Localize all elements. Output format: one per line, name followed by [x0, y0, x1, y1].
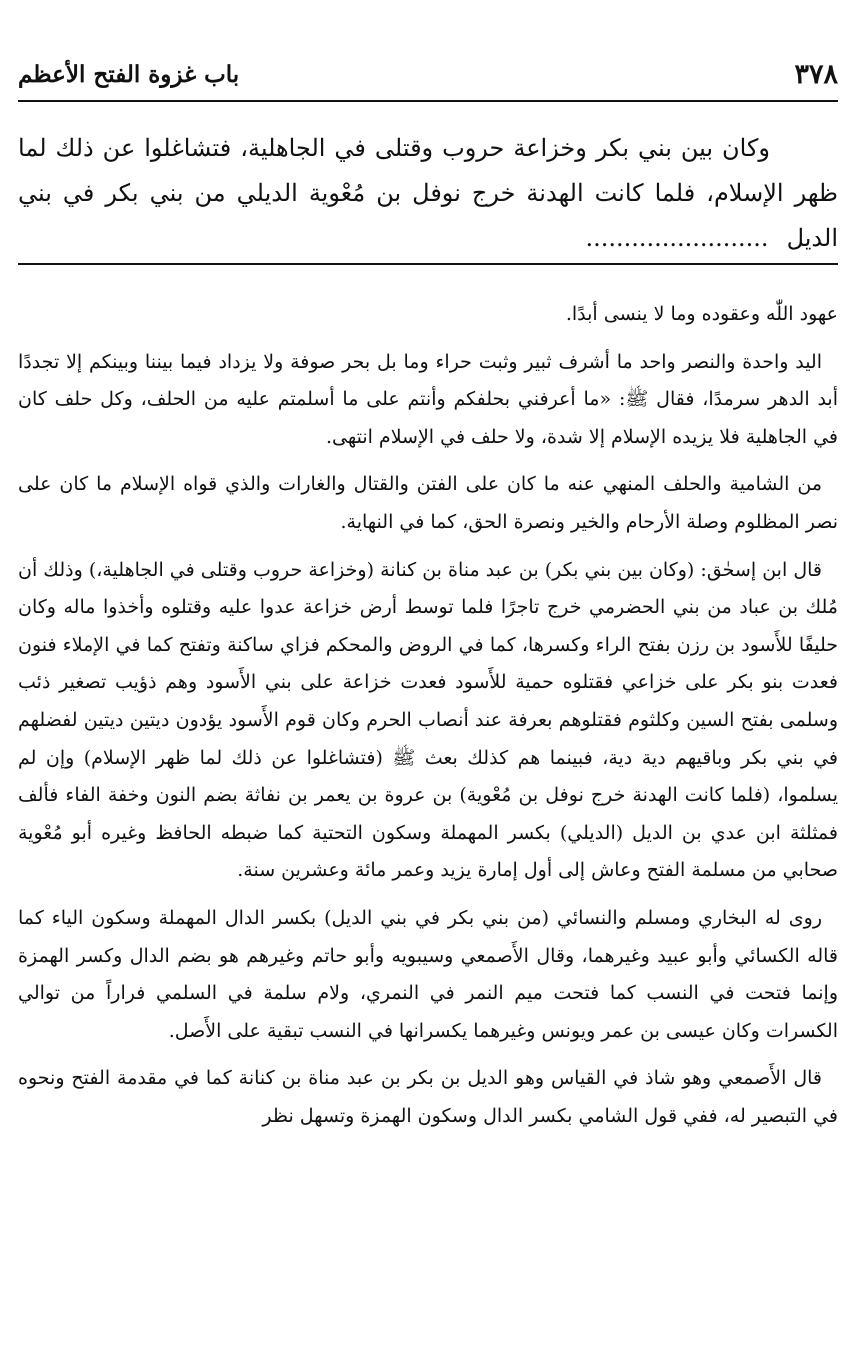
page-number: ٣٧٨: [794, 58, 838, 90]
main-text-divider: [18, 263, 838, 265]
main-text: وكان بين بني بكر وخزاعة حروب وقتلى في الجاهلية، فتشاغلوا عن ذلك لما ظهر الإسلام، فلما كانت الهدنة خرج نوفل بن مُعْوية الديلي من بني بكر في بني الديل: [18, 134, 838, 252]
commentary-paragraph: قال الأَصمعي وهو شاذ في القياس وهو الديل بن بكر بن عبد مناة بن كنانة كما في مقدمة الفتح ونحوه في التبصير له، ففي قول الشامي بكسر الدال وسكون الهمزة وتسهل نظر: [18, 1067, 838, 1127]
commentary-block: [18, 296, 838, 1135]
page-header: [18, 52, 838, 96]
running-title: باب غزوة الفتح الأعظم: [18, 60, 240, 88]
commentary-paragraph: اليد واحدة والنصر واحد ما أشرف ثبير وثبت حراء وما بل بحر صوفة ولا يزداد فيما بيننا وبينكم إلا تجددًا أبد الدهر سرمدًا، فقال ﷺ: «ما أعرفني بحلفكم وأنتم على ما أسلمتم عليه من الحلف، وكل حلف كان في الجاهلية فلا يزيده الإسلام إلا شدة، ولا حلف في الإسلام انتهى.: [18, 350, 838, 448]
continuation-dots: ........................: [585, 224, 769, 252]
header-divider: [18, 100, 838, 102]
commentary-paragraph: روى له البخاري ومسلم والنسائي (من بني بكر في بني الديل) بكسر الدال المهملة وسكون الياء كما قاله الكسائي وأبو عبيد وغيرهما، وقال الأَصمعي وسيبويه وأبو حاتم وغيرهم هو بضم الدال وكسر الهمزة وإنما فتحت في النسب كما فتحت ميم النمر في النمري، ولام سلمة في السلمي فراراً من توالي الكسرات وكان عيسى بن عمر ويونس وغيرهما يكسرانها في النسب تبقية على الأَصل.: [18, 906, 838, 1042]
commentary-paragraph: من الشامية والحلف المنهي عنه ما كان على الفتن والقتال والغارات والذي قواه الإسلام ما كان على نصر المظلوم وصلة الأرحام والخير ونصرة الحق، كما في النهاية.: [18, 473, 838, 533]
commentary-paragraph: عهود اللّٰه وعقوده وما لا ينسى أبدًا.: [565, 303, 838, 325]
main-text-block: [18, 126, 838, 261]
commentary-paragraph: قال ابن إسحٰق: (وكان بين بني بكر) بن عبد مناة بن كنانة (وخزاعة حروب وقتلى في الجاهلية،) وذلك أن مُلك بن عباد من بني الحضرمي خرج تاجرًا فلما توسط أرض خزاعة عدوا عليه وقتلوه وأخذوا ماله وكان حليفًا للأَسود بن رزن بفتح الراء وكسرها، كما في الروض والمحكم فزاي ساكنة وتفتح كما في الإملاء فنون فعدت بنو بكر على خزاعي فقتلوه حمية للأَسود فعدت خزاعة على بني الأَسود وهم ذؤيب تصغير ذئب وسلمى بفتح السين وكلثوم فقتلوهم بعرفة عند أنصاب الحرم وكان قوم الأَسود يؤدون ديتين ديتين لفضلهم في بني بكر وباقيهم دية دية، فبينما هم كذلك بعث ﷺ (فتشاغلوا عن ذلك لما ظهر الإسلام) وإن لم يسلموا، (فلما كانت الهدنة خرج نوفل بن مُعْوية) بن عروة بن يعمر بن نفاثة بضم النون وخفة الفاء فألف فمثلثة ابن عدي بن الديل (الديلي) بكسر المهملة وسكون التحتية كما ضبطه الحافظ وغيره أبو مُعْوية صحابي من مسلمة الفتح وعاش إلى أول إمارة يزيد وعمر مائة وعشرين سنة.: [18, 558, 838, 882]
main-text-paragraph: [18, 126, 838, 261]
